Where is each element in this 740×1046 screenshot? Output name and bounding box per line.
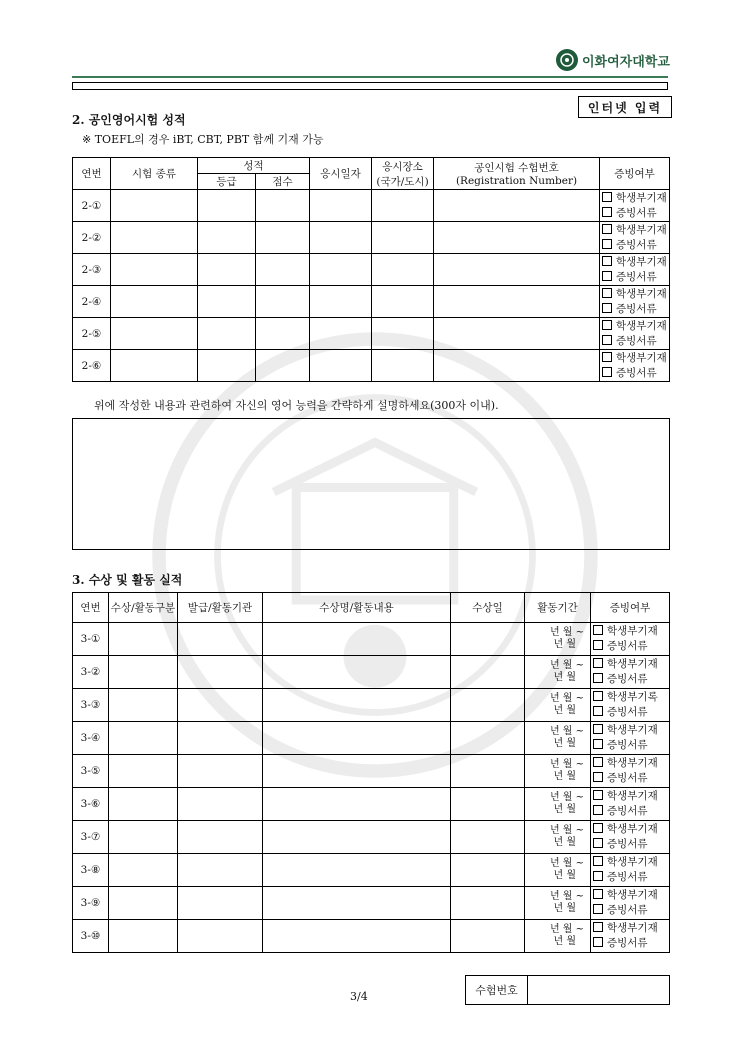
proof-cell	[600, 350, 670, 382]
checkbox-label: 학생부기재	[616, 319, 667, 332]
header-category: 수상/활동구분	[109, 593, 178, 623]
input-cell[interactable]	[310, 318, 372, 350]
input-cell[interactable]	[372, 222, 434, 254]
section3-title: 3. 수상 및 활동 실적	[72, 573, 183, 587]
table-row	[73, 222, 670, 254]
input-cell[interactable]	[109, 656, 178, 689]
table-row	[73, 887, 670, 920]
header-issuer: 발급/활동기관	[178, 593, 263, 623]
row-no: 2-③	[73, 254, 111, 286]
period-cell[interactable]	[525, 722, 591, 755]
period-cell[interactable]	[525, 887, 591, 920]
checkbox[interactable]	[602, 288, 612, 298]
input-cell[interactable]	[111, 318, 198, 350]
checkbox[interactable]	[593, 805, 603, 815]
input-cell[interactable]	[372, 254, 434, 286]
row-no: 2-①	[73, 190, 111, 222]
proof-checkbox-item[interactable]	[602, 302, 669, 317]
checkbox-label: 학생부기재	[616, 191, 667, 204]
checkbox[interactable]	[602, 256, 612, 266]
proof-checkbox-item[interactable]	[593, 771, 669, 786]
proof-cell	[591, 887, 670, 920]
input-cell[interactable]	[256, 190, 310, 222]
checkbox-label: 증빙서류	[616, 238, 657, 251]
input-cell[interactable]	[256, 350, 310, 382]
checkbox[interactable]	[593, 673, 603, 683]
header-grade: 등급	[198, 174, 256, 190]
checkbox[interactable]	[593, 691, 603, 701]
input-cell[interactable]	[178, 887, 263, 920]
proof-checkbox-item[interactable]	[593, 624, 669, 639]
proof-cell	[591, 623, 670, 656]
row-no: 3-⑧	[73, 854, 109, 887]
row-no: 3-⑦	[73, 821, 109, 854]
input-cell[interactable]	[109, 788, 178, 821]
checkbox[interactable]	[602, 367, 612, 377]
period-from: 년 월 ~	[549, 891, 584, 902]
header-period: 활동기간	[525, 593, 591, 623]
checkbox-label: 증빙서류	[607, 871, 648, 883]
proof-checkbox-item[interactable]	[593, 921, 669, 936]
exam-number-box	[465, 975, 670, 1005]
input-cell[interactable]	[256, 222, 310, 254]
checkbox-label: 증빙서류	[607, 838, 648, 850]
input-cell[interactable]	[109, 689, 178, 722]
row-no: 3-⑨	[73, 887, 109, 920]
period-from: 년 월 ~	[549, 660, 584, 671]
period-to: 년 월	[553, 936, 576, 947]
checkbox-label: 증빙서류	[607, 805, 648, 817]
input-cell[interactable]	[263, 689, 451, 722]
proof-cell	[600, 286, 670, 318]
proof-cell	[600, 190, 670, 222]
period-cell[interactable]	[525, 920, 591, 953]
table-row	[73, 689, 670, 722]
checkbox[interactable]	[593, 871, 603, 881]
row-no: 3-④	[73, 722, 109, 755]
checkbox[interactable]	[602, 335, 612, 345]
input-cell[interactable]	[451, 854, 525, 887]
period-from: 년 월 ~	[549, 693, 584, 704]
proof-checkbox-item[interactable]	[593, 804, 669, 819]
proof-checkbox-item[interactable]	[593, 855, 669, 870]
checkbox-label: 증빙서류	[607, 772, 648, 784]
header-award-date: 수상일	[451, 593, 525, 623]
checkbox-label: 학생부기재	[607, 790, 658, 802]
checkbox-label: 학생부기재	[607, 922, 658, 934]
proof-checkbox-item[interactable]	[593, 837, 669, 852]
checkbox-label: 학생부기재	[607, 856, 658, 868]
period-cell[interactable]	[525, 755, 591, 788]
checkbox-label: 학생부기재	[607, 658, 658, 670]
period-to: 년 월	[553, 738, 576, 749]
input-cell[interactable]	[178, 656, 263, 689]
proof-checkbox-item[interactable]	[593, 822, 669, 837]
period-cell[interactable]	[525, 854, 591, 887]
input-cell[interactable]	[263, 854, 451, 887]
row-no: 2-⑥	[73, 350, 111, 382]
input-cell[interactable]	[178, 755, 263, 788]
period-to: 년 월	[553, 837, 576, 848]
input-cell[interactable]	[310, 254, 372, 286]
proof-cell	[591, 755, 670, 788]
table-row	[73, 286, 670, 318]
proof-checkbox-item[interactable]	[593, 639, 669, 654]
input-cell[interactable]	[263, 623, 451, 656]
university-name: 이화여자대학교	[582, 54, 670, 70]
header-place-line2: (국가/도시)	[376, 175, 429, 188]
header-place-line1: 응시장소	[382, 160, 423, 173]
checkbox-label: 학생부기재	[607, 823, 658, 835]
proof-checkbox-item[interactable]	[593, 903, 669, 918]
input-cell[interactable]	[111, 222, 198, 254]
checkbox[interactable]	[602, 207, 612, 217]
input-cell[interactable]	[256, 286, 310, 318]
input-cell[interactable]	[109, 623, 178, 656]
header-no: 연번	[73, 158, 111, 190]
period-cell[interactable]	[525, 821, 591, 854]
english-ability-prompt: 위에 작성한 내용과 관련하여 자신의 영어 능력을 간략하게 설명하세요(300자 이내).	[94, 399, 499, 412]
input-cell[interactable]	[178, 623, 263, 656]
checkbox[interactable]	[593, 658, 603, 668]
input-cell[interactable]	[178, 722, 263, 755]
table-row	[73, 254, 670, 286]
header-proof: 증빙여부	[600, 158, 670, 190]
checkbox-label: 학생부기록	[607, 691, 658, 703]
header-reg-line2: (Registration Number)	[455, 175, 578, 187]
checkbox[interactable]	[593, 838, 603, 848]
header-content: 수상명/활동내용	[263, 593, 451, 623]
header-proof: 증빙여부	[591, 593, 670, 623]
checkbox[interactable]	[602, 320, 612, 330]
awards-activities-table	[72, 592, 670, 953]
proof-checkbox-item[interactable]	[602, 206, 669, 221]
period-from: 년 월 ~	[549, 825, 584, 836]
input-cell[interactable]	[263, 887, 451, 920]
input-cell[interactable]	[451, 755, 525, 788]
checkbox-label: 증빙서류	[616, 334, 657, 347]
checkbox[interactable]	[593, 772, 603, 782]
proof-checkbox-item[interactable]	[593, 690, 669, 705]
checkbox-label: 학생부기재	[607, 625, 658, 637]
input-cell[interactable]	[310, 190, 372, 222]
proof-cell	[591, 656, 670, 689]
table-row	[73, 623, 670, 656]
checkbox[interactable]	[593, 922, 603, 932]
checkbox[interactable]	[593, 889, 603, 899]
table-row	[73, 350, 670, 382]
checkbox-label: 학생부기재	[607, 889, 658, 901]
input-cell[interactable]	[451, 623, 525, 656]
period-cell[interactable]	[525, 623, 591, 656]
checkbox[interactable]	[593, 823, 603, 833]
input-cell[interactable]	[178, 854, 263, 887]
proof-cell	[600, 254, 670, 286]
input-cell[interactable]	[256, 254, 310, 286]
input-cell[interactable]	[109, 821, 178, 854]
input-cell[interactable]	[198, 190, 256, 222]
input-cell[interactable]	[109, 755, 178, 788]
proof-checkbox-item[interactable]	[593, 888, 669, 903]
page-number: 3/4	[350, 990, 368, 1003]
input-cell[interactable]	[310, 222, 372, 254]
input-cell[interactable]	[263, 788, 451, 821]
row-no: 2-②	[73, 222, 111, 254]
input-cell[interactable]	[451, 821, 525, 854]
row-no: 3-⑩	[73, 920, 109, 953]
input-cell[interactable]	[451, 722, 525, 755]
checkbox-label: 증빙서류	[607, 706, 648, 718]
input-cell[interactable]	[434, 254, 600, 286]
header-bar	[72, 82, 668, 90]
proof-checkbox-item[interactable]	[593, 657, 669, 672]
input-cell[interactable]	[310, 350, 372, 382]
input-cell[interactable]	[372, 286, 434, 318]
checkbox-label: 증빙서류	[607, 904, 648, 916]
row-no: 3-⑤	[73, 755, 109, 788]
checkbox[interactable]	[593, 625, 603, 635]
input-cell[interactable]	[109, 887, 178, 920]
input-cell[interactable]	[434, 286, 600, 318]
header-test-date: 응시일자	[310, 158, 372, 190]
proof-checkbox-item[interactable]	[593, 870, 669, 885]
input-cell[interactable]	[111, 254, 198, 286]
input-cell[interactable]	[434, 222, 600, 254]
proof-cell	[591, 821, 670, 854]
period-cell[interactable]	[525, 689, 591, 722]
period-to: 년 월	[553, 672, 576, 683]
input-cell[interactable]	[451, 689, 525, 722]
period-cell[interactable]	[525, 656, 591, 689]
proof-checkbox-item[interactable]	[602, 270, 669, 285]
input-cell[interactable]	[109, 920, 178, 953]
checkbox[interactable]	[602, 192, 612, 202]
input-cell[interactable]	[198, 222, 256, 254]
exam-number-label: 수험번호	[466, 976, 528, 1004]
input-cell[interactable]	[263, 920, 451, 953]
checkbox-label: 증빙서류	[607, 673, 648, 685]
proof-checkbox-item[interactable]	[602, 319, 669, 334]
header-score: 성적	[198, 158, 310, 174]
proof-checkbox-item[interactable]	[602, 255, 669, 270]
checkbox-label: 학생부기재	[616, 255, 667, 268]
input-cell[interactable]	[434, 190, 600, 222]
proof-cell	[591, 920, 670, 953]
checkbox[interactable]	[593, 790, 603, 800]
input-cell[interactable]	[178, 821, 263, 854]
checkbox[interactable]	[593, 724, 603, 734]
input-cell[interactable]	[111, 350, 198, 382]
input-cell[interactable]	[198, 318, 256, 350]
period-from: 년 월 ~	[549, 759, 584, 770]
checkbox-label: 학생부기재	[607, 757, 658, 769]
english-test-table	[72, 157, 670, 382]
period-to: 년 월	[553, 705, 576, 716]
table-row	[73, 190, 670, 222]
period-from: 년 월 ~	[549, 792, 584, 803]
table-row	[73, 788, 670, 821]
header-test-type: 시험 종류	[111, 158, 198, 190]
proof-checkbox-item[interactable]	[602, 334, 669, 349]
table-row	[73, 656, 670, 689]
proof-checkbox-item[interactable]	[593, 756, 669, 771]
proof-checkbox-item[interactable]	[602, 191, 669, 206]
proof-cell	[591, 854, 670, 887]
period-from: 년 월 ~	[549, 627, 584, 638]
checkbox[interactable]	[602, 303, 612, 313]
row-no: 3-②	[73, 656, 109, 689]
checkbox-label: 증빙서류	[616, 206, 657, 219]
input-cell[interactable]	[434, 318, 600, 350]
checkbox[interactable]	[593, 640, 603, 650]
header-place	[372, 158, 434, 190]
checkbox[interactable]	[593, 757, 603, 767]
input-cell[interactable]	[451, 656, 525, 689]
period-from: 년 월 ~	[549, 924, 584, 935]
proof-cell	[600, 318, 670, 350]
proof-checkbox-item[interactable]	[602, 351, 669, 366]
table-row	[73, 821, 670, 854]
input-cell[interactable]	[111, 286, 198, 318]
proof-checkbox-item[interactable]	[593, 738, 669, 753]
input-cell[interactable]	[451, 788, 525, 821]
checkbox[interactable]	[593, 739, 603, 749]
input-cell[interactable]	[451, 887, 525, 920]
proof-checkbox-item[interactable]	[602, 223, 669, 238]
proof-checkbox-item[interactable]	[593, 936, 669, 951]
input-cell[interactable]	[178, 920, 263, 953]
input-cell[interactable]	[310, 286, 372, 318]
checkbox-label: 증빙서류	[616, 302, 657, 315]
row-no: 3-⑥	[73, 788, 109, 821]
header-reg-line1: 공인시험 수험번호	[474, 162, 559, 174]
checkbox[interactable]	[602, 271, 612, 281]
input-cell[interactable]	[198, 286, 256, 318]
checkbox[interactable]	[602, 224, 612, 234]
english-ability-textarea[interactable]	[72, 418, 670, 550]
table-row	[73, 318, 670, 350]
proof-checkbox-item[interactable]	[602, 366, 669, 381]
checkbox-label: 학생부기재	[616, 223, 667, 236]
table-row	[73, 854, 670, 887]
input-cell[interactable]	[178, 788, 263, 821]
proof-cell	[591, 689, 670, 722]
input-cell[interactable]	[256, 318, 310, 350]
proof-checkbox-item[interactable]	[593, 789, 669, 804]
table-row	[73, 722, 670, 755]
input-cell[interactable]	[372, 190, 434, 222]
checkbox-label: 학생부기재	[616, 351, 667, 364]
header-no: 연번	[73, 593, 109, 623]
checkbox-label: 증빙서류	[616, 270, 657, 283]
checkbox[interactable]	[593, 937, 603, 947]
row-no: 2-④	[73, 286, 111, 318]
period-from: 년 월 ~	[549, 726, 584, 737]
input-cell[interactable]	[372, 350, 434, 382]
checkbox[interactable]	[593, 856, 603, 866]
period-to: 년 월	[553, 903, 576, 914]
header-rule	[72, 76, 668, 78]
input-cell[interactable]	[178, 689, 263, 722]
input-cell[interactable]	[263, 821, 451, 854]
header-registration	[434, 158, 600, 190]
input-cell[interactable]	[198, 350, 256, 382]
exam-number-field[interactable]	[528, 976, 669, 1004]
checkbox[interactable]	[593, 904, 603, 914]
input-cell[interactable]	[263, 722, 451, 755]
checkbox[interactable]	[602, 352, 612, 362]
input-cell[interactable]	[263, 755, 451, 788]
period-to: 년 월	[553, 639, 576, 650]
row-no: 2-⑤	[73, 318, 111, 350]
checkbox[interactable]	[593, 706, 603, 716]
period-to: 년 월	[553, 804, 576, 815]
checkbox-label: 증빙서류	[616, 366, 657, 379]
period-from: 년 월 ~	[549, 858, 584, 869]
period-to: 년 월	[553, 771, 576, 782]
input-cell[interactable]	[109, 854, 178, 887]
proof-checkbox-item[interactable]	[593, 723, 669, 738]
section2-title: 2. 공인영어시험 성적	[72, 113, 186, 127]
input-cell[interactable]	[111, 190, 198, 222]
proof-cell	[591, 722, 670, 755]
checkbox-label: 증빙서류	[607, 640, 648, 652]
checkbox-label: 학생부기재	[616, 287, 667, 300]
table-row	[73, 755, 670, 788]
checkbox-label: 증빙서류	[607, 937, 648, 949]
period-to: 년 월	[553, 870, 576, 881]
checkbox[interactable]	[602, 239, 612, 249]
input-cell[interactable]	[263, 656, 451, 689]
header-points: 점수	[256, 174, 310, 190]
proof-checkbox-item[interactable]	[593, 705, 669, 720]
checkbox-label: 증빙서류	[607, 739, 648, 751]
input-cell[interactable]	[372, 318, 434, 350]
proof-cell	[591, 788, 670, 821]
input-cell[interactable]	[109, 722, 178, 755]
university-emblem-icon	[556, 49, 578, 71]
period-cell[interactable]	[525, 788, 591, 821]
input-cell[interactable]	[434, 350, 600, 382]
internet-input-badge: 인터넷 입력	[578, 96, 672, 118]
proof-cell	[600, 222, 670, 254]
row-no: 3-①	[73, 623, 109, 656]
section2-note: ※ TOEFL의 경우 iBT, CBT, PBT 함께 기재 가능	[82, 133, 324, 146]
input-cell[interactable]	[198, 254, 256, 286]
input-cell[interactable]	[451, 920, 525, 953]
proof-checkbox-item[interactable]	[602, 238, 669, 253]
proof-checkbox-item[interactable]	[602, 287, 669, 302]
university-logo	[556, 49, 670, 71]
row-no: 3-③	[73, 689, 109, 722]
proof-checkbox-item[interactable]	[593, 672, 669, 687]
checkbox-label: 학생부기재	[607, 724, 658, 736]
table-row	[73, 920, 670, 953]
